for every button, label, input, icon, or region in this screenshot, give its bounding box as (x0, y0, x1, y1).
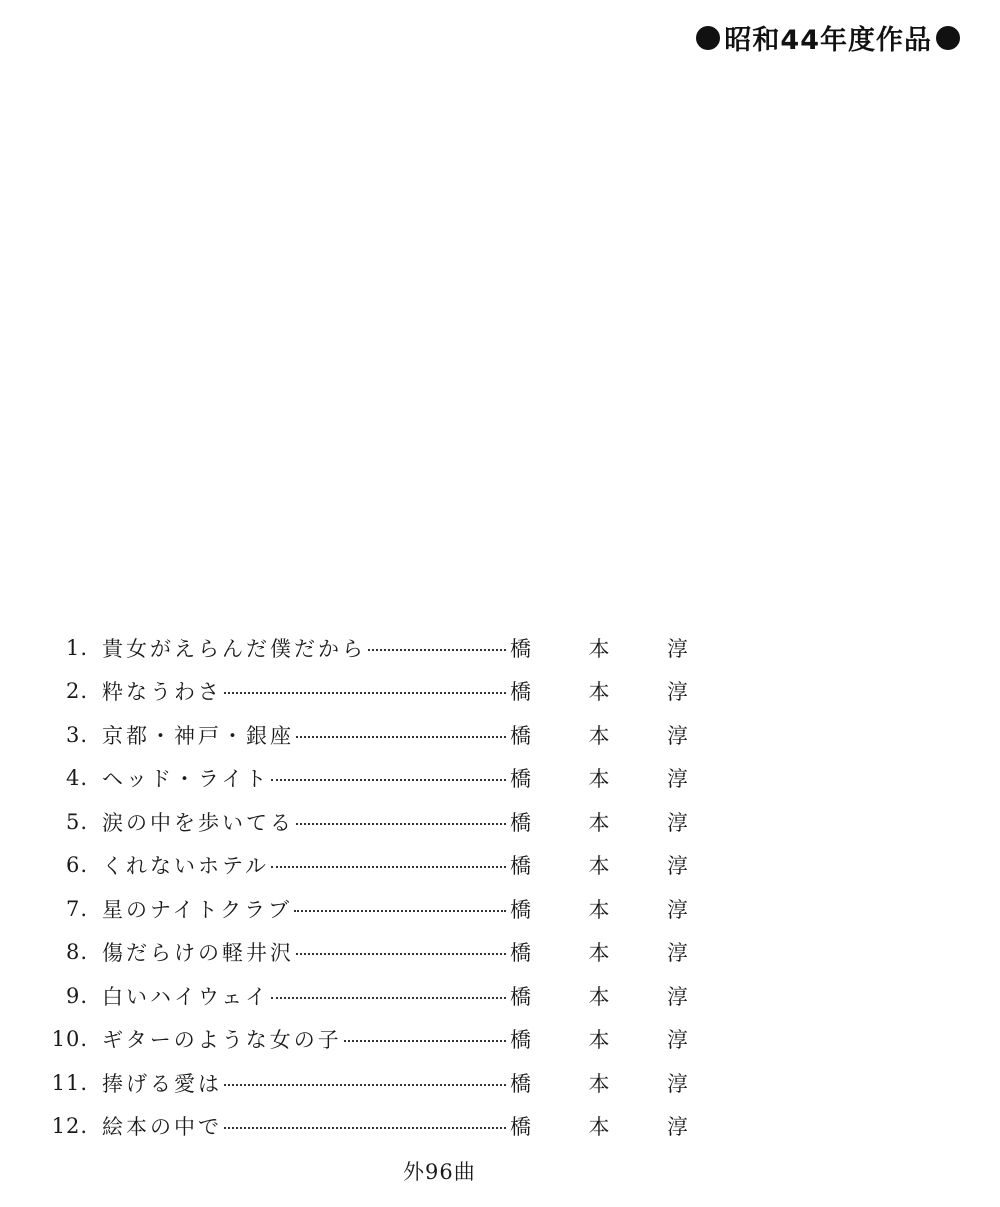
song-row (38, 931, 738, 975)
song-row (38, 887, 738, 931)
song-title: 捧げる愛は (102, 1071, 222, 1096)
composer-char: 淳 (667, 984, 688, 1009)
composer-char: 淳 (667, 767, 688, 792)
composer-char: 淳 (667, 1115, 688, 1140)
composer-char: 淳 (667, 723, 688, 748)
song-composer (510, 763, 688, 793)
song-number: 6. (65, 853, 88, 878)
dot-leader (294, 910, 506, 912)
dot-leader (271, 997, 506, 999)
song-number: 5. (65, 809, 88, 834)
composer-char: 淳 (667, 1071, 688, 1096)
header-title: 昭和44年度作品 (724, 25, 932, 56)
song-number: 8. (65, 940, 88, 965)
song-title: 貴女がえらんだ僕だから (102, 636, 366, 661)
song-row (38, 670, 738, 714)
composer-char: 淳 (667, 636, 688, 661)
dot-leader (344, 1040, 506, 1042)
song-title: 涙の中を歩いてる (102, 810, 294, 835)
song-composer (510, 1068, 688, 1098)
composer-char: 本 (588, 723, 610, 748)
dot-leader (296, 823, 506, 825)
composer-char: 橋 (510, 984, 531, 1009)
composer-char: 橋 (510, 767, 531, 792)
song-list (38, 626, 738, 1148)
song-title: ギターのような女の子 (102, 1028, 342, 1053)
page-header (696, 18, 960, 57)
song-title: くれないホテル (102, 854, 269, 879)
composer-char: 橋 (510, 1028, 531, 1053)
song-composer (510, 981, 688, 1011)
song-composer (510, 937, 688, 967)
song-row (38, 1018, 738, 1062)
composer-char: 橋 (510, 1071, 531, 1096)
dot-leader (271, 779, 506, 781)
song-title: 白いハイウェイ (102, 984, 270, 1009)
composer-char: 本 (588, 984, 610, 1009)
song-row (38, 1061, 738, 1105)
composer-char: 本 (588, 1071, 610, 1096)
song-row (38, 626, 738, 670)
composer-char: 本 (588, 810, 610, 835)
bullet-dot-icon (696, 26, 720, 50)
song-title: 傷だらけの軽井沢 (102, 941, 294, 966)
composer-char: 本 (588, 1028, 610, 1053)
song-title: 絵本の中で (102, 1115, 222, 1140)
dot-leader (296, 953, 506, 955)
composer-char: 本 (588, 680, 610, 705)
dot-leader (368, 649, 506, 651)
song-number: 11. (51, 1070, 88, 1095)
dot-leader (224, 1084, 506, 1086)
song-composer (510, 1111, 688, 1141)
composer-char: 淳 (667, 897, 688, 922)
song-number: 3. (65, 722, 88, 747)
composer-char: 橋 (510, 680, 531, 705)
composer-char: 淳 (667, 810, 688, 835)
dot-leader (224, 692, 506, 694)
composer-char: 本 (588, 854, 610, 879)
composer-char: 橋 (510, 854, 531, 879)
song-composer (510, 1024, 688, 1054)
composer-char: 淳 (667, 1028, 688, 1053)
composer-char: 橋 (510, 810, 531, 835)
song-composer (510, 676, 688, 706)
composer-char: 橋 (510, 723, 531, 748)
song-row (38, 800, 738, 844)
song-number: 12. (51, 1114, 88, 1139)
song-row (38, 757, 738, 801)
composer-char: 本 (588, 897, 610, 922)
song-title: ヘッド・ライト (102, 767, 270, 792)
song-title: 京都・神戸・銀座 (102, 723, 294, 748)
composer-char: 淳 (667, 680, 688, 705)
song-number: 4. (65, 766, 88, 791)
song-number: 9. (65, 983, 88, 1008)
song-composer (510, 720, 688, 750)
dot-leader (224, 1127, 506, 1129)
composer-char: 橋 (510, 1115, 531, 1140)
song-composer (510, 807, 688, 837)
song-composer (510, 850, 688, 880)
dot-leader (271, 866, 506, 868)
song-title: 粋なうわさ (102, 680, 222, 705)
song-number: 10. (51, 1027, 88, 1052)
composer-char: 本 (588, 636, 610, 661)
song-row (38, 713, 738, 757)
song-row (38, 844, 738, 888)
song-number: 7. (65, 896, 88, 921)
song-row (38, 974, 738, 1018)
composer-char: 本 (588, 1115, 610, 1140)
composer-char: 橋 (510, 897, 531, 922)
song-row (38, 1105, 738, 1149)
song-number: 1. (65, 635, 88, 660)
composer-char: 淳 (667, 854, 688, 879)
song-number: 2. (65, 679, 88, 704)
dot-leader (296, 736, 506, 738)
composer-char: 本 (588, 767, 610, 792)
composer-char: 橋 (510, 941, 531, 966)
song-composer (510, 633, 688, 663)
footer-note: 外96曲 (403, 1160, 476, 1184)
song-title: 星のナイトクラブ (102, 897, 293, 922)
composer-char: 橋 (510, 636, 531, 661)
song-composer (510, 894, 688, 924)
composer-char: 本 (588, 941, 610, 966)
composer-char: 淳 (667, 941, 688, 966)
bullet-dot-icon (936, 26, 960, 50)
